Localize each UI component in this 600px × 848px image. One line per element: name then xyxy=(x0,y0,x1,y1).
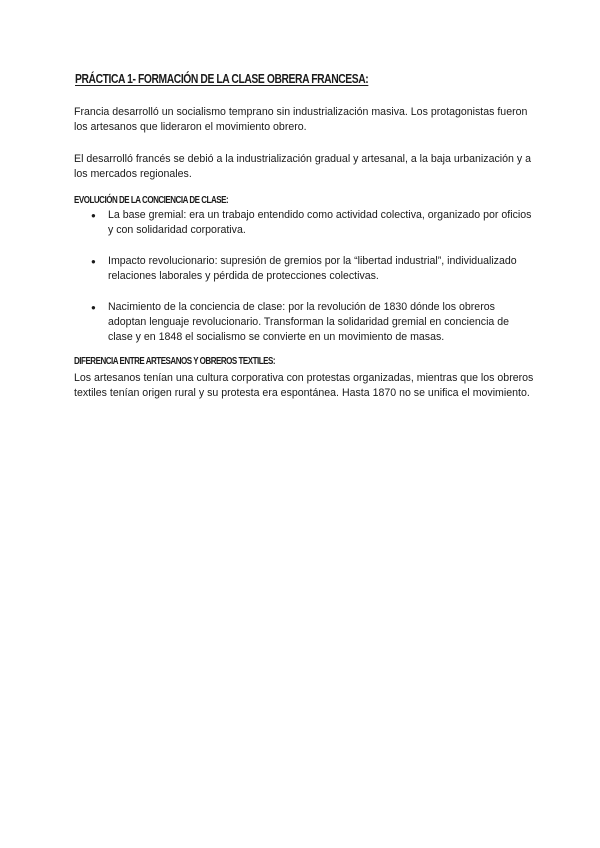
intro-paragraph: Francia desarrolló un socialismo temprano sin industrialización masiva. Los protagonistas fueron los artesanos que lideraron el movimiento obrero. xyxy=(74,106,528,134)
bullet-icon: ● xyxy=(91,302,96,312)
section-heading-diferencia: DIFERENCIA ENTRE ARTESANOS Y OBREROS TEXTILES: xyxy=(74,356,276,367)
list-item-text: Nacimiento de la conciencia de clase: por la revolución de 1830 dónde los obreros adoptan lenguaje revolucionario. Transforman la solidaridad gremial en conciencia de clase y en 1848 el socialismo se convierte en un movimiento de masas. xyxy=(108,300,510,344)
document-title: PRÁCTICA 1- FORMACIÓN DE LA CLASE OBRERA FRANCESA: xyxy=(75,72,369,86)
section-heading-evolucion: EVOLUCIÓN DE LA CONCIENCIA DE CLASE: xyxy=(74,195,229,206)
diferencia-paragraph: Los artesanos tenían una cultura corporativa con protestas organizadas, mientras que los obreros textiles tenían origen rural y su protesta era espontánea. Hasta 1870 no se unifica el movimiento. xyxy=(74,372,534,400)
list-item xyxy=(74,300,534,346)
bullet-icon: ● xyxy=(91,256,96,266)
list-item xyxy=(74,254,534,285)
list-item-text: Impacto revolucionario: supresión de gremios por la “libertad industrial”, individualizado relaciones laborales y pérdida de protecciones colectivas. xyxy=(108,254,517,283)
list-item-text: La base gremial: era un trabajo entendido como actividad colectiva, organizado por oficios y con solidaridad corporativa. xyxy=(108,209,532,237)
evolucion-bullet-list xyxy=(74,208,534,346)
bullet-icon: ● xyxy=(91,211,96,220)
second-paragraph: El desarrolló francés se debió a la industrialización gradual y artesanal, a la baja urbanización y a los mercados regionales. xyxy=(74,153,531,181)
list-item xyxy=(74,208,534,239)
